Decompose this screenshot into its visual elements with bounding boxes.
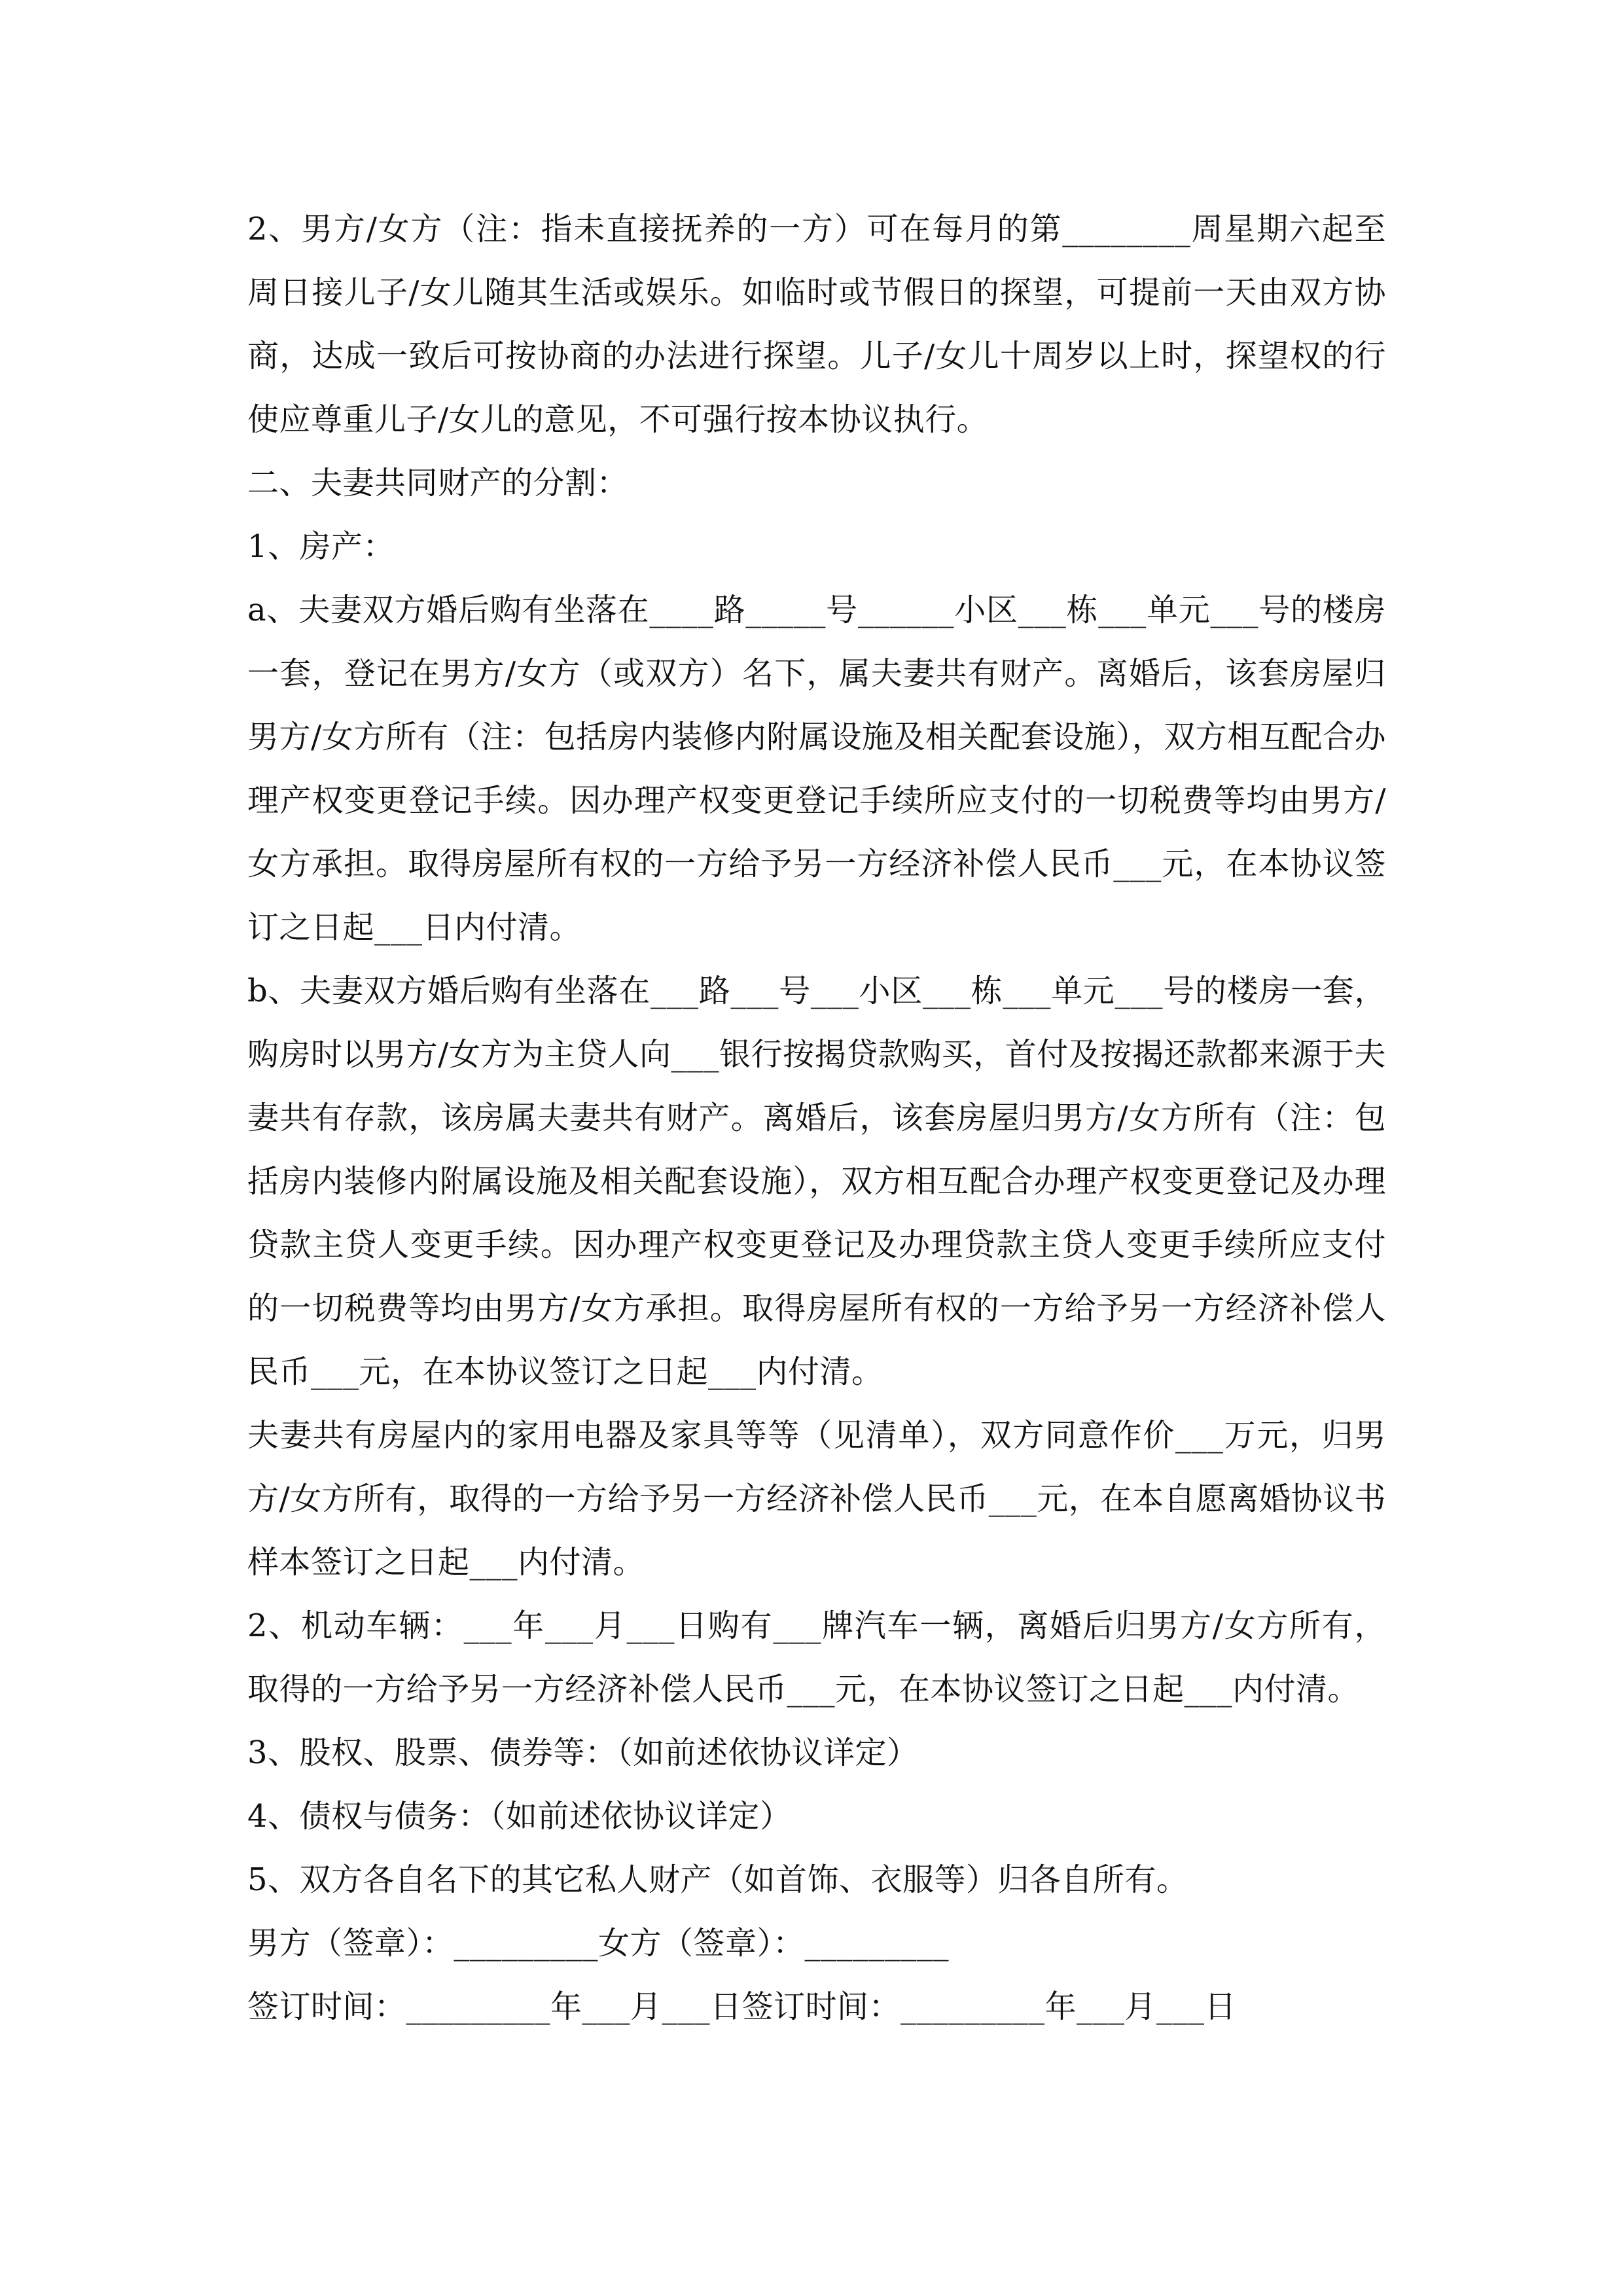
paragraph-appliances-furniture: 夫妻共有房屋内的家用电器及家具等等（见清单），双方同意作价___万元，归男方/女方所有，取得的一方给予另一方经济补偿人民币___元，在本自愿离婚协议书样本签订之日起___内付清。 <box>247 1417 1386 1581</box>
paragraph-visitation-right: 2、男方/女方（注：指未直接抚养的一方）可在每月的第________周星期六起至周日接儿子/女儿随其生活或娱乐。如临时或节假日的探望，可提前一天由双方协商，达成一致后可按协商的办法进行探望。儿子/女儿十周岁以上时，探望权的行使应尊重儿子/女儿的意见，不可强行按本协议执行。 <box>247 211 1386 438</box>
signature-line: 男方（签章）：_________女方（签章）：_________ <box>247 1925 950 1962</box>
paragraph-motor-vehicle: 2、机动车辆：___年___月___日购有___牌汽车一辆，离婚后归男方/女方所有，取得的一方给予另一方经济补偿人民币___元，在本协议签订之日起___内付清。 <box>247 1607 1386 1708</box>
section-heading-property-division: 二、夫妻共同财产的分割： <box>247 465 629 501</box>
subheading-real-estate: 1、房产： <box>247 528 395 565</box>
paragraph-real-estate-a: a、夫妻双方婚后购有坐落在____路_____号______小区___栋___单元___号的楼房一套，登记在男方/女方（或双方）名下，属夫妻共有财产。离婚后，该套房屋归男方/女方所有（注：包括房内装修内附属设施及相关配套设施），双方相互配合办理产权变更登记手续。因办理产权变更登记手续所应支付的一切税费等均由男方/女方承担。取得房屋所有权的一方给予另一方经济补偿人民币___元，在本协议签订之日起___日内付清。 <box>247 592 1386 946</box>
signing-date-line: 签订时间：_________年___月___日签订时间：_________年___月___日 <box>247 1988 1237 2025</box>
paragraph-claims-debts: 4、债权与债务：（如前述依协议详定） <box>247 1798 792 1835</box>
paragraph-real-estate-b: b、夫妻双方婚后购有坐落在___路___号___小区___栋___单元___号的楼房一套，购房时以男方/女方为主贷人向___银行按揭贷款购买，首付及按揭还款都来源于夫妻共有存款，该房属夫妻共有财产。离婚后，该套房屋归男方/女方所有（注：包括房内装修内附属设施及相关配套设施），双方相互配合办理产权变更登记及办理贷款主贷人变更手续。因办理产权变更登记及办理贷款主贷人变更手续所应支付的一切税费等均由男方/女方承担。取得房屋所有权的一方给予另一方经济补偿人民币___元，在本协议签订之日起___内付清。 <box>247 973 1386 1390</box>
paragraph-equity-stocks-bonds: 3、股权、股票、债券等：（如前述依协议详定） <box>247 1734 919 1771</box>
paragraph-personal-property: 5、双方各自名下的其它私人财产（如首饰、衣服等）归各自所有。 <box>247 1861 1188 1898</box>
document-body <box>247 198 1386 2039</box>
